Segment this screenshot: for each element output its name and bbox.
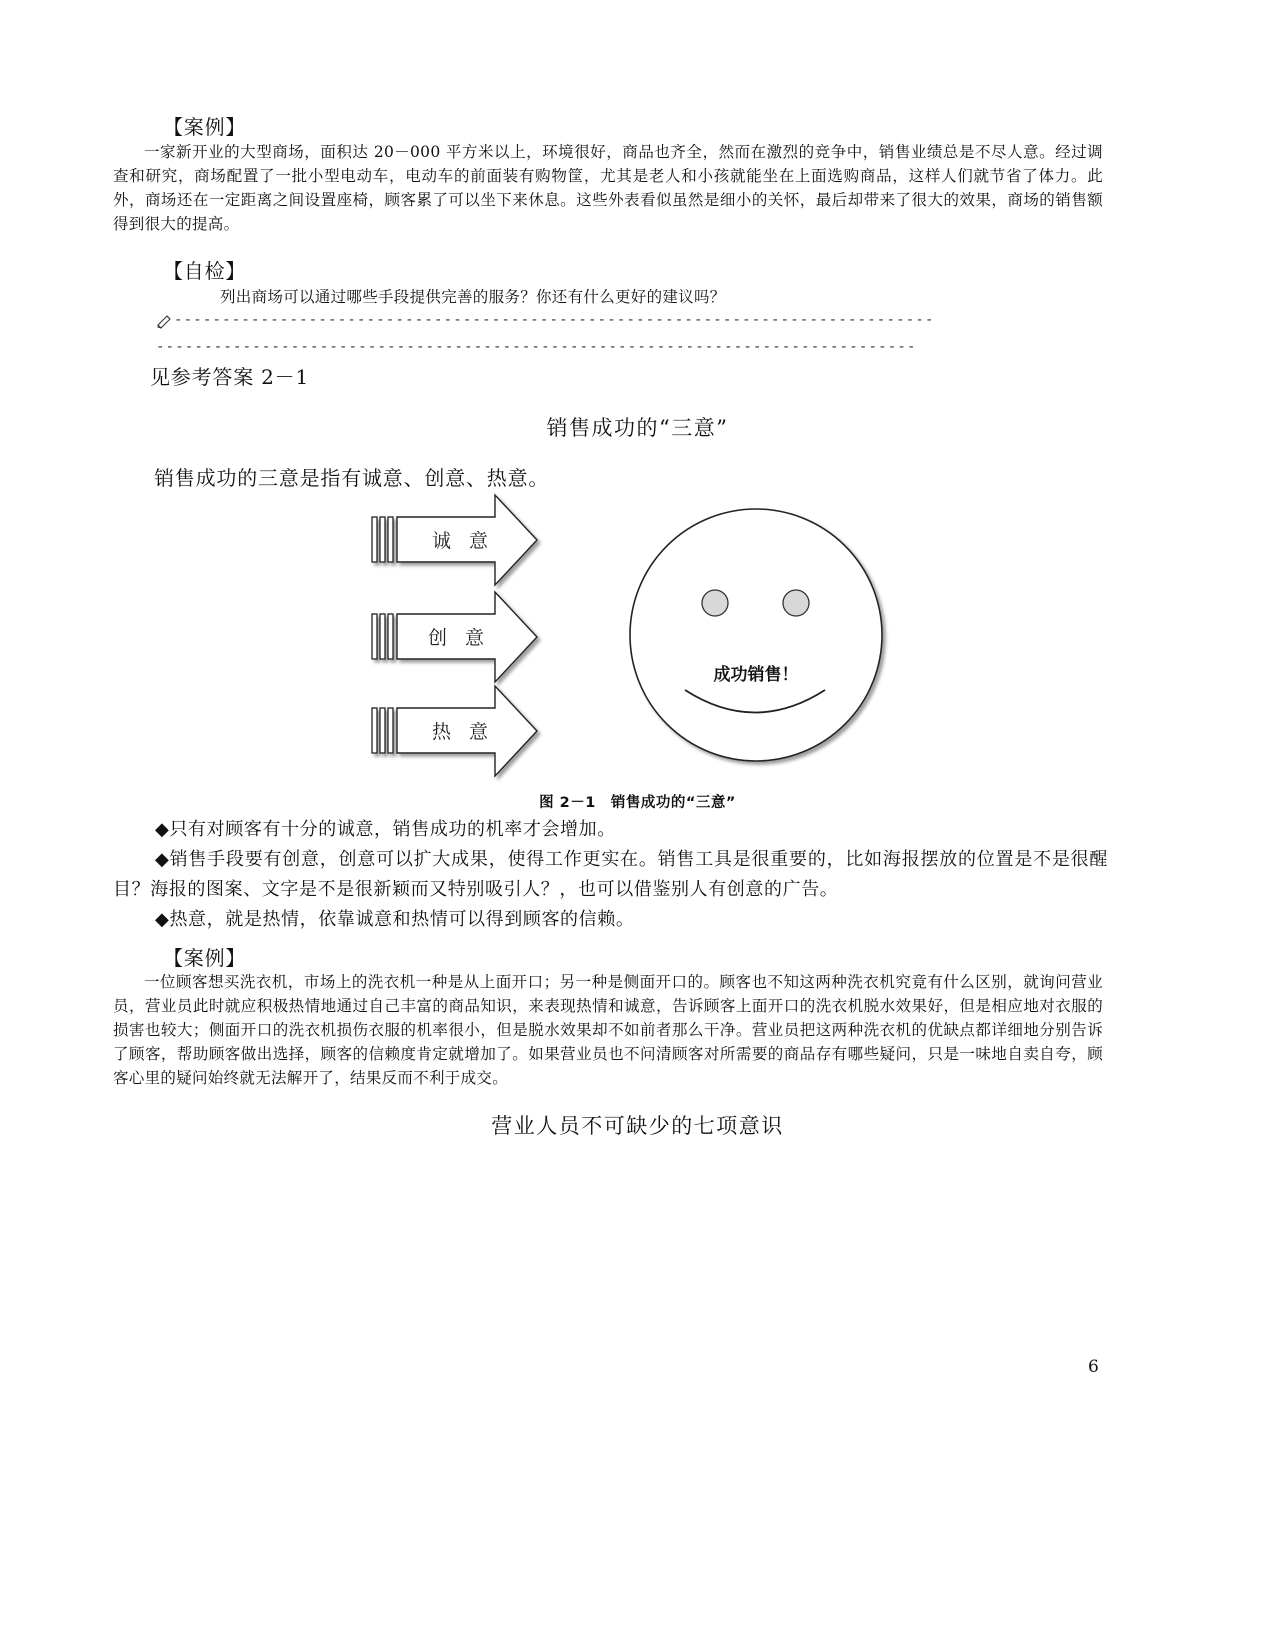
bullet-item-1: ◆只有对顾客有十分的诚意，销售成功的机率才会增加。 <box>155 819 616 840</box>
figure-caption: 图 2－1 销售成功的“三意” <box>539 795 736 811</box>
selfcheck-heading: 【自检】 <box>163 259 247 283</box>
case2-heading: 【案例】 <box>163 946 247 970</box>
case2-body: 一位顾客想买洗衣机，市场上的洗衣机一种是从上面开口；另一种是侧面开口的。顾客也不知这两种洗衣机究竟有什么区别，就询问营业员，营业员此时就应积极热情地通过自己丰富的商品知识，来表现热情和诚意，告诉顾客上面开口的洗衣机脱水效果好，但是相应地对衣服的损害也较大；侧面开口的洗衣机损伤衣服的机率很小，但是脱水效果却不如前者那么干净。营业员把这两种洗衣机的优缺点都详细地分别告诉了顾客，帮助顾客做出选择，顾客的信赖度肯定就增加了。如果营业员也不问清顾客对所需要的商品存有哪些疑问，只是一味地自卖自夸，顾客心里的疑问始终就无法解开了，结果反而不利于成交。 <box>113 973 1103 1087</box>
arrow-label-1: 诚 意 <box>432 530 495 552</box>
answer-line-1[interactable] <box>156 312 935 332</box>
arrow-label-2: 创 意 <box>428 627 491 649</box>
right-eye <box>783 590 809 616</box>
smiley-face <box>630 509 882 761</box>
bullet-list <box>113 815 1108 935</box>
answer-dash-1: ------------------------------------------------------------------------------- <box>174 312 935 328</box>
section1-intro: 销售成功的三意是指有诚意、创意、热意。 <box>154 466 550 490</box>
bullet-item-3: ◆热意，就是热情，依靠诚意和热情可以得到顾客的信赖。 <box>155 909 635 930</box>
case1-body: 一家新开业的大型商场，面积达 20－000 平方米以上，环境很好，商品也齐全，然而在激烈的竞争中，销售业绩总是不尽人意。经过调查和研究，商场配置了一批小型电动车，电动车的前面装有购物筐，尤其是老人和小孩就能坐在上面选购商品，这样人们就节省了体力。此外，商场还在一定距离之间设置座椅，顾客累了可以坐下来休息。这些外表看似虽然是细小的关怀，最后却带来了很大的效果，商场的销售额得到很大的提高。 <box>113 143 1103 233</box>
page-number: 6 <box>1088 1357 1099 1377</box>
reference-answer: 见参考答案 2－1 <box>150 365 310 389</box>
three-intentions-figure <box>360 490 900 790</box>
arrow-label-3: 热 意 <box>432 721 495 743</box>
face-text: 成功销售！ <box>713 665 799 685</box>
answer-dash-2: ------------------------------------------------------------------------------- <box>156 339 917 355</box>
selfcheck-question: 列出商场可以通过哪些手段提供完善的服务？你还有什么更好的建议吗？ <box>220 288 726 306</box>
section-title-2: 营业人员不可缺少的七项意识 <box>491 1114 784 1138</box>
bullet-item-2: ◆销售手段要有创意，创意可以扩大成果，使得工作更实在。销售工具是很重要的，比如海报摆放的位置是不是很醒目？海报的图案、文字是不是很新颖而又特别吸引人？，也可以借鉴别人有创意的广告。 <box>113 849 1108 900</box>
pencil-icon <box>156 314 172 330</box>
case1-heading: 【案例】 <box>163 115 247 139</box>
section-title-1: 销售成功的“三意” <box>546 416 729 440</box>
left-eye <box>702 590 728 616</box>
